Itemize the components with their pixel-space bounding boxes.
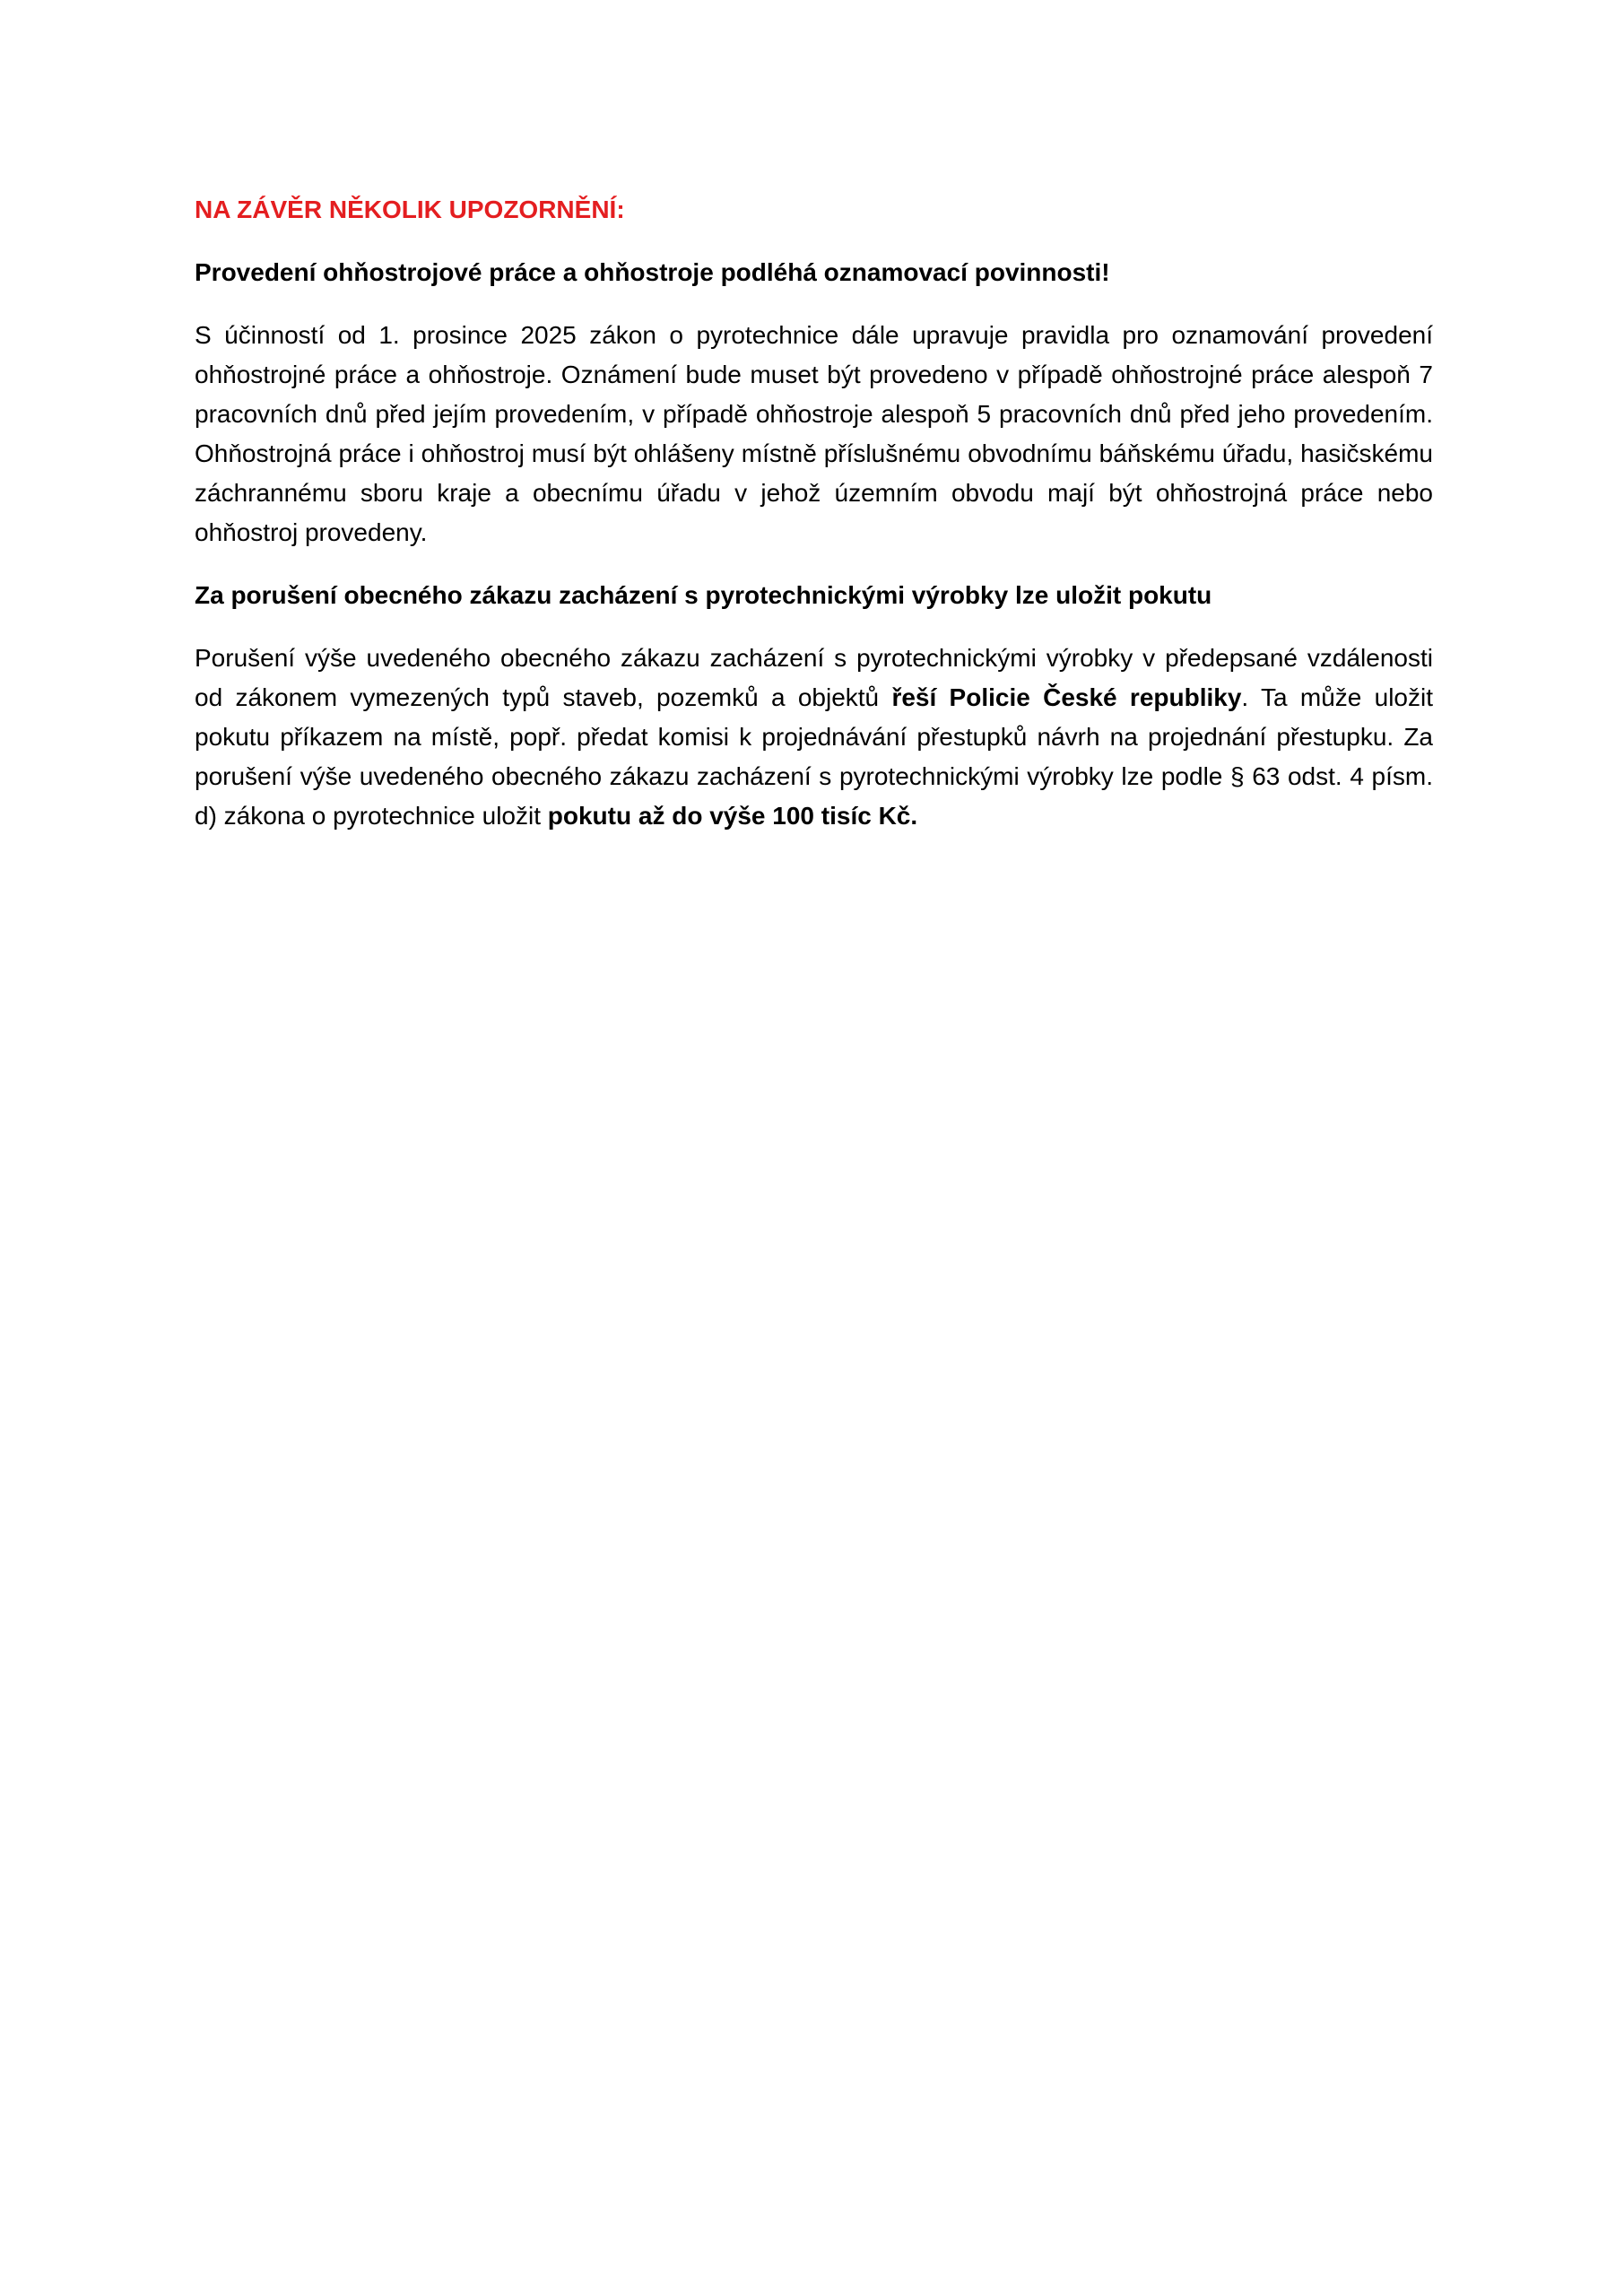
penalty-text-part-1: Porušení výše uvedeného obecného zákazu zacházení s pyrotechnickými výrobky v předepsané vzdálenosti od zákonem vymezených typů staveb, pozemků a objektů: [195, 644, 1433, 711]
closing-warnings-heading: NA ZÁVĚR NĚKOLIK UPOZORNĚNÍ:: [195, 196, 625, 223]
notification-obligation-heading: Provedení ohňostrojové práce a ohňostroje podléhá oznamovací povinnosti!: [195, 258, 1110, 286]
penalty-paragraph: [195, 639, 1433, 836]
penalty-text-part-3: . Ta může uložit pokutu příkazem na místě, popř. předat komisi k projednávání přestupků návrh na projednání přestupku. Za porušení výše uvedeného obecného zákazu zacházení s pyrotechnickými výrobky lze podle § 63 odst. 4 písm. d) zákona o pyrotechnice uložit: [195, 683, 1433, 830]
penalty-text-fine-bold: pokutu až do výše 100 tisíc Kč.: [547, 802, 918, 830]
penalty-text-police-bold: řeší Policie České republiky: [891, 683, 1242, 711]
document-content: [195, 190, 1433, 859]
penalty-heading: Za porušení obecného zákazu zacházení s pyrotechnickými výrobky lze uložit pokutu: [195, 581, 1212, 609]
notification-paragraph: S účinností od 1. prosince 2025 zákon o pyrotechnice dále upravuje pravidla pro oznamování provedení ohňostrojné práce a ohňostroje. Oznámení bude muset být provedeno v případě ohňostrojné práce alespoň 7 pracovních dnů před jejím provedením, v případě ohňostroje alespoň 5 pracovních dnů před jeho provedením. Ohňostrojná práce i ohňostroj musí být ohlášeny místně příslušnému obvodnímu báňskému úřadu, hasičskému záchrannému sboru kraje a obecnímu úřadu v jehož územním obvodu mají být ohňostrojná práce nebo ohňostroj provedeny.: [195, 321, 1433, 546]
